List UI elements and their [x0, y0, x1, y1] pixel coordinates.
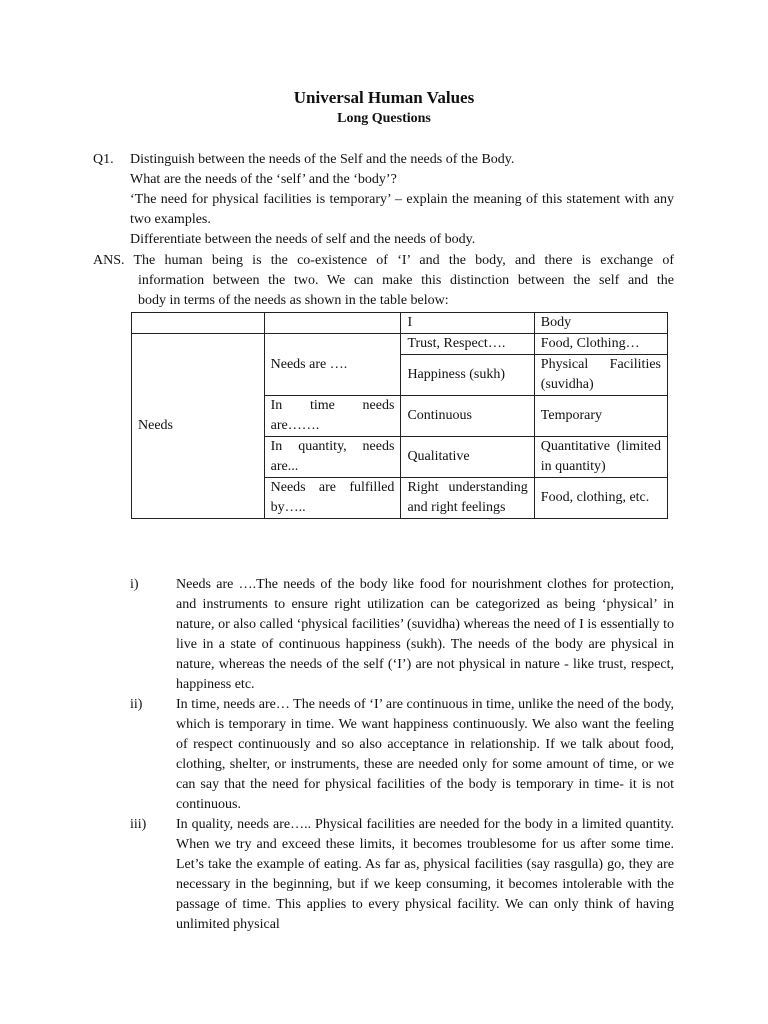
question-label: Q1.: [93, 152, 114, 167]
question-line: ‘The need for physical facilities is temporary’ – explain the meaning of this statement with any two examples.: [130, 192, 674, 227]
answer-line: body in terms of the needs as shown in the table below:: [138, 293, 449, 308]
table-header-body: Body: [534, 313, 667, 334]
needs-comparison-table: [131, 312, 668, 519]
table-aspect: In quantity, needs are...: [264, 437, 401, 478]
table-cell-i: Happiness (sukh): [401, 355, 534, 396]
answer-line: information between the two. We can make this distinction between the self and the: [138, 273, 674, 288]
table-cell-i: Trust, Respect….: [401, 334, 534, 355]
table-cell-body: Food, Clothing…: [534, 334, 667, 355]
list-item: [130, 815, 674, 935]
table-aspect: Needs are ….: [264, 334, 401, 396]
table-cell-i: Right understanding and right feelings: [401, 478, 534, 519]
table-cell-body: Food, clothing, etc.: [534, 478, 667, 519]
question-line: Differentiate between the needs of self and the needs of body.: [130, 232, 476, 247]
answer-first-line: ANS. The human being is the co-existence of ‘I’ and the body, and there is exchange of: [93, 253, 674, 268]
table-cell-body: Temporary: [534, 396, 667, 437]
document-subtitle: Long Questions: [337, 111, 431, 126]
question-text: [130, 150, 674, 250]
table-row: [132, 334, 668, 355]
list-item-text: In time, needs are… The needs of ‘I’ are continuous in time, unlike the need of the body, which is temporary in time. We want happiness continuously. We also want the feeling of respect continuously and so also acceptance in relationship. If we talk about food, clothing, shelter, or instruments, these are needed only for some amount of time, or we can say that the need for physical facilities of the body is temporary in time- it is not continuous.: [176, 697, 674, 812]
table-cell: [264, 313, 401, 334]
table-cell-body: Physical Facilities (suvidha): [534, 355, 667, 396]
table-aspect: Needs are fulfilled by…..: [264, 478, 401, 519]
document-title: Universal Human Values: [293, 88, 475, 107]
question-line: Distinguish between the needs of the Self and the needs of the Body.: [130, 152, 515, 167]
list-item-number: i): [130, 577, 139, 592]
points-list: [130, 575, 674, 935]
list-item-text: In quality, needs are….. Physical facilities are needed for the body in a limited quantity. When we try and exceed these limits, it becomes troublesome for us after some time. Let’s take the example of eating. As far as, physical facilities (say rasgulla) go, they are necessary in the beginning, but if we keep consuming, it becomes intolerable with the passage of time. This applies to every physical facility. We can only think of having unlimited physical: [176, 817, 674, 932]
list-item: [130, 575, 674, 695]
answer-intro: [93, 251, 674, 311]
list-item: [130, 695, 674, 815]
list-item-text: Needs are ….The needs of the body like food for nourishment clothes for protection, and instruments to ensure right utilization can be categorized as being ‘physical’ in nature, or also called ‘physical facilities’ (suvidha) whereas the need of I is essentially to live in a state of continuous happiness (sukh). The needs of the body are physical in nature, whereas the needs of the self (‘I’) are not physical in nature - like trust, respect, happiness etc.: [176, 577, 674, 692]
table-cell-i: Continuous: [401, 396, 534, 437]
table-aspect: In time needs are…….: [264, 396, 401, 437]
list-item-number: iii): [130, 817, 147, 832]
list-item-number: ii): [130, 697, 143, 712]
table-row-label: Needs: [132, 334, 265, 519]
answer-label: ANS.: [93, 253, 125, 268]
table-cell-body: Quantitative (limited in quantity): [534, 437, 667, 478]
table-cell: [132, 313, 265, 334]
table-cell-i: Qualitative: [401, 437, 534, 478]
question-line: What are the needs of the ‘self’ and the ‘body’?: [130, 172, 397, 187]
table-header-i: I: [401, 313, 534, 334]
table-header-row: [132, 313, 668, 334]
